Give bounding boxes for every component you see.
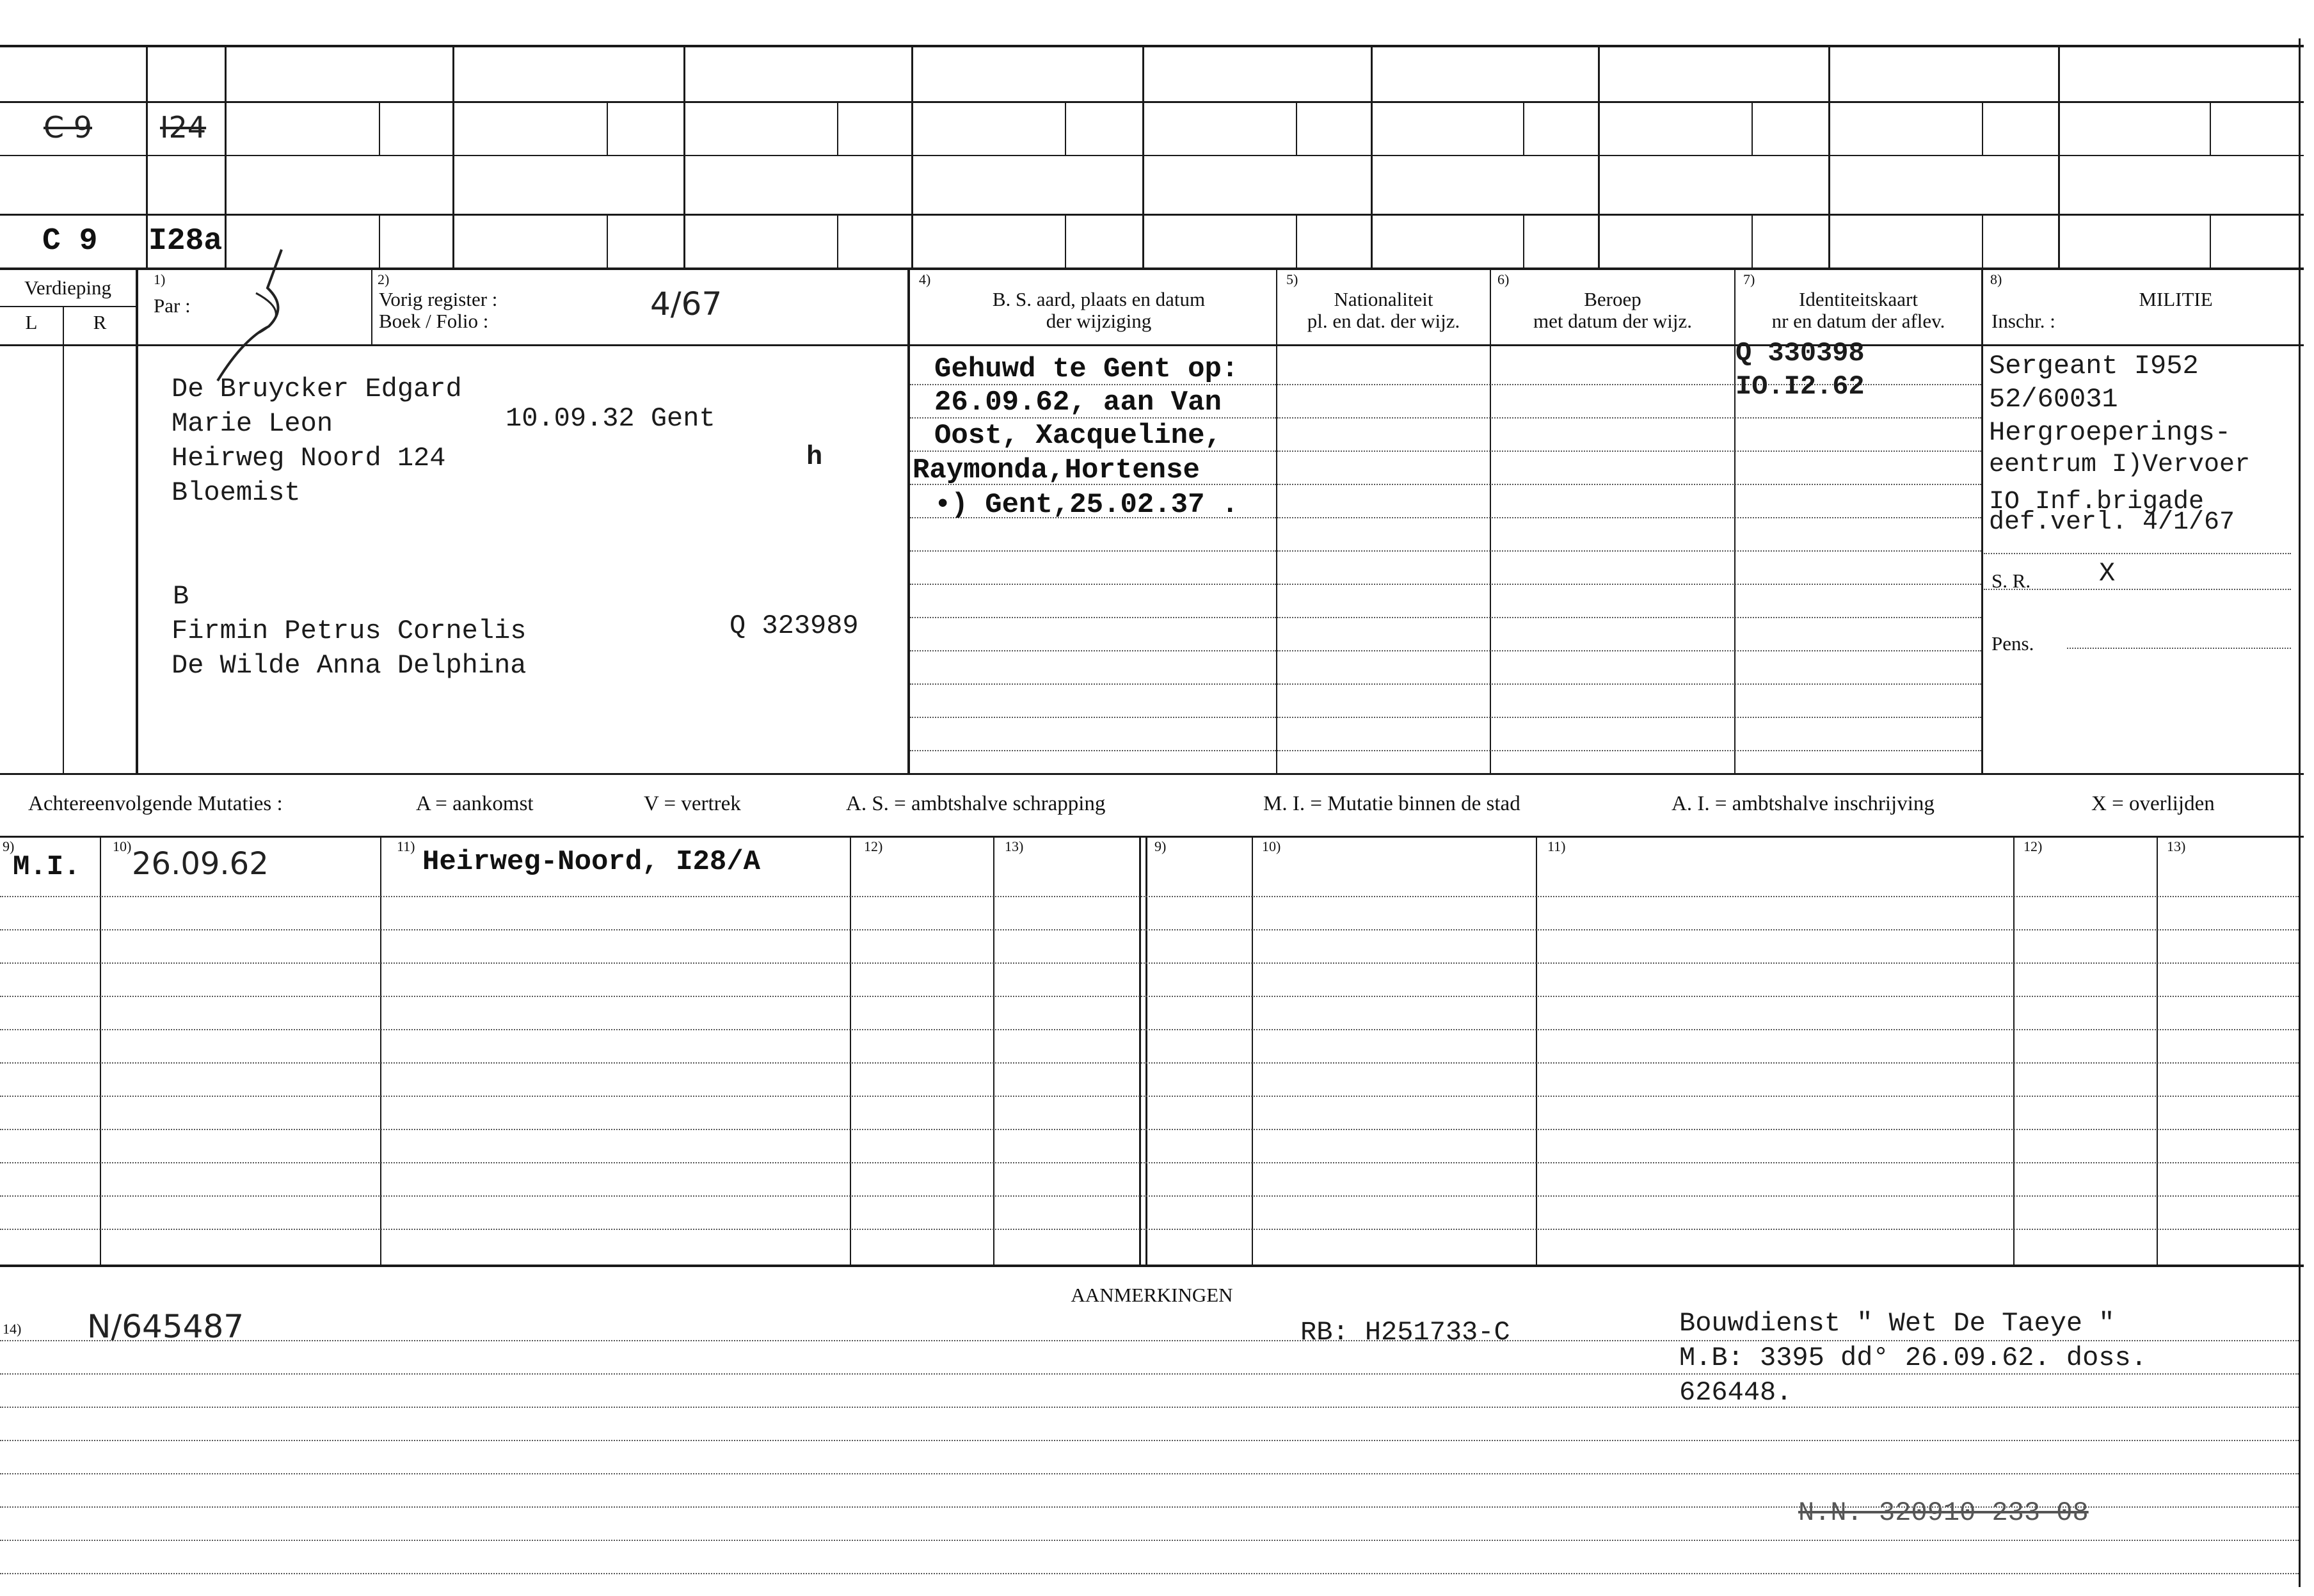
bs-line-1: Gehuwd te Gent op: bbox=[934, 353, 1239, 385]
bs-line-4: Raymonda,Hortense bbox=[913, 454, 1200, 486]
column-1-number: 1) bbox=[154, 271, 166, 287]
boek-folio-label: Boek / Folio : bbox=[379, 310, 489, 332]
pens-label: Pens. bbox=[1991, 632, 2034, 655]
mutatie-col-13a: 13) bbox=[1005, 838, 1024, 854]
aanmerking-n-number: N/645487 bbox=[87, 1308, 244, 1345]
id-card-number: Q 330398 bbox=[1735, 338, 1865, 369]
nationaliteit-header-line2: pl. en dat. der wijz. bbox=[1307, 310, 1460, 332]
par-label: Par : bbox=[154, 294, 191, 317]
boek-folio-value: 4/67 bbox=[650, 285, 722, 323]
row2-col1: C 9 bbox=[42, 224, 98, 259]
legend-ambtshalve-inschrijving: A. I. = ambtshalve inschrijving bbox=[1672, 792, 1935, 815]
militie-line-5: IO Inf.brigade bbox=[1989, 488, 2205, 516]
mutatie-col-11b: 11) bbox=[1547, 838, 1566, 854]
beroep-header-line1: Beroep bbox=[1584, 288, 1641, 310]
militie-header: MILITIE bbox=[2139, 288, 2213, 310]
person-line-3: Heirweg Noord 124 bbox=[172, 443, 446, 474]
bouwdienst-line-3: 626448. bbox=[1679, 1377, 1792, 1408]
person-line-1: De Bruycker Edgard bbox=[172, 374, 462, 404]
mutatie-col-10b: 10) bbox=[1262, 838, 1281, 854]
bs-line-5: •) Gent,25.02.37 . bbox=[934, 489, 1239, 521]
identiteitskaart-header-line2: nr en datum der aflev. bbox=[1771, 310, 1945, 332]
militie-line-4: eentrum I)Vervoer bbox=[1989, 451, 2251, 479]
bs-header-line2: der wijziging bbox=[1046, 310, 1152, 332]
legend-mutatie-binnen-stad: M. I. = Mutatie binnen de stad bbox=[1263, 792, 1520, 815]
militie-line-3: Hergroeperings- bbox=[1989, 417, 2231, 448]
mutatie-col-11a: 11) bbox=[397, 838, 415, 854]
legend-aankomst: A = aankomst bbox=[416, 792, 534, 815]
column-6-number: 6) bbox=[1497, 271, 1510, 287]
mutatie-col-10a: 10) bbox=[113, 838, 132, 854]
national-number: N.N. 320910 233 08 bbox=[1798, 1497, 2089, 1528]
nationaliteit-header-line1: Nationaliteit bbox=[1334, 288, 1433, 310]
mutaties-legend-title: Achtereenvolgende Mutaties : bbox=[28, 792, 283, 815]
parents-label: B bbox=[173, 581, 189, 612]
mutatie-col-9b: 9) bbox=[1154, 838, 1167, 854]
row2-col2: I28a bbox=[148, 224, 223, 259]
parents-id: Q 323989 bbox=[730, 610, 859, 641]
column-4-number: 4) bbox=[919, 271, 931, 287]
aanmerkingen-number: 14) bbox=[3, 1321, 22, 1337]
person-line-4: Bloemist bbox=[172, 477, 301, 508]
column-r-header: R bbox=[93, 311, 107, 333]
bouwdienst-line-2: M.B: 3395 dd° 26.09.62. doss. bbox=[1679, 1343, 2147, 1373]
legend-overlijden: X = overlijden bbox=[2091, 792, 2215, 815]
mutatie-col-12a: 12) bbox=[864, 838, 883, 854]
mutatie-date: 26.09.62 bbox=[132, 846, 269, 882]
bs-line-3: Oost, Xacqueline, bbox=[934, 420, 1222, 452]
sr-label: S. R. bbox=[1991, 570, 2031, 592]
mutatie-address: Heirweg-Noord, I28/A bbox=[422, 846, 761, 878]
identiteitskaart-header-line1: Identiteitskaart bbox=[1799, 288, 1918, 310]
column-7-number: 7) bbox=[1743, 271, 1755, 287]
column-8-number: 8) bbox=[1990, 271, 2002, 287]
column-l-header: L bbox=[25, 311, 38, 333]
mutatie-col-12b: 12) bbox=[2023, 838, 2043, 854]
column-5-number: 5) bbox=[1286, 271, 1298, 287]
militie-line-2: 52/60031 bbox=[1989, 384, 2118, 415]
mother-name: De Wilde Anna Delphina bbox=[172, 650, 527, 681]
row1-col1: C 9 bbox=[44, 110, 93, 145]
person-line-2: Marie Leon bbox=[172, 408, 333, 439]
beroep-header-line2: met datum der wijz. bbox=[1533, 310, 1692, 332]
bouwdienst-line-1: Bouwdienst " Wet De Taeye " bbox=[1679, 1308, 2115, 1339]
bs-line-2: 26.09.62, aan Van bbox=[934, 387, 1222, 419]
militie-line-1: Sergeant I952 bbox=[1989, 351, 2199, 381]
mutatie-type: M.I. bbox=[13, 851, 81, 883]
row1-col2: I24 bbox=[160, 110, 207, 145]
vorig-register-label: Vorig register : bbox=[379, 288, 498, 310]
marker-h: h bbox=[806, 442, 823, 472]
verdieping-header: Verdieping bbox=[24, 276, 112, 299]
legend-ambtshalve-schrapping: A. S. = ambtshalve schrapping bbox=[846, 792, 1106, 815]
legend-vertrek: V = vertrek bbox=[644, 792, 741, 815]
id-card-date: IO.I2.62 bbox=[1735, 371, 1865, 402]
militie-line-6: def.verl. 4/1/67 bbox=[1989, 508, 2235, 537]
inschr-label: Inschr. : bbox=[1991, 310, 2055, 332]
column-2-number: 2) bbox=[378, 271, 390, 287]
bs-header-line1: B. S. aard, plaats en datum bbox=[992, 288, 1206, 310]
birth-date-place: 10.09.32 Gent bbox=[506, 403, 715, 434]
aanmerkingen-title: AANMERKINGEN bbox=[1071, 1284, 1233, 1306]
main-block-bottom bbox=[0, 773, 2304, 775]
sr-value: X bbox=[2099, 558, 2116, 589]
father-name: Firmin Petrus Cornelis bbox=[172, 616, 527, 646]
mutatie-col-13b: 13) bbox=[2167, 838, 2186, 854]
mutatie-col-9a: 9) bbox=[3, 838, 15, 854]
aanmerking-rb: RB: H251733-C bbox=[1300, 1317, 1510, 1348]
